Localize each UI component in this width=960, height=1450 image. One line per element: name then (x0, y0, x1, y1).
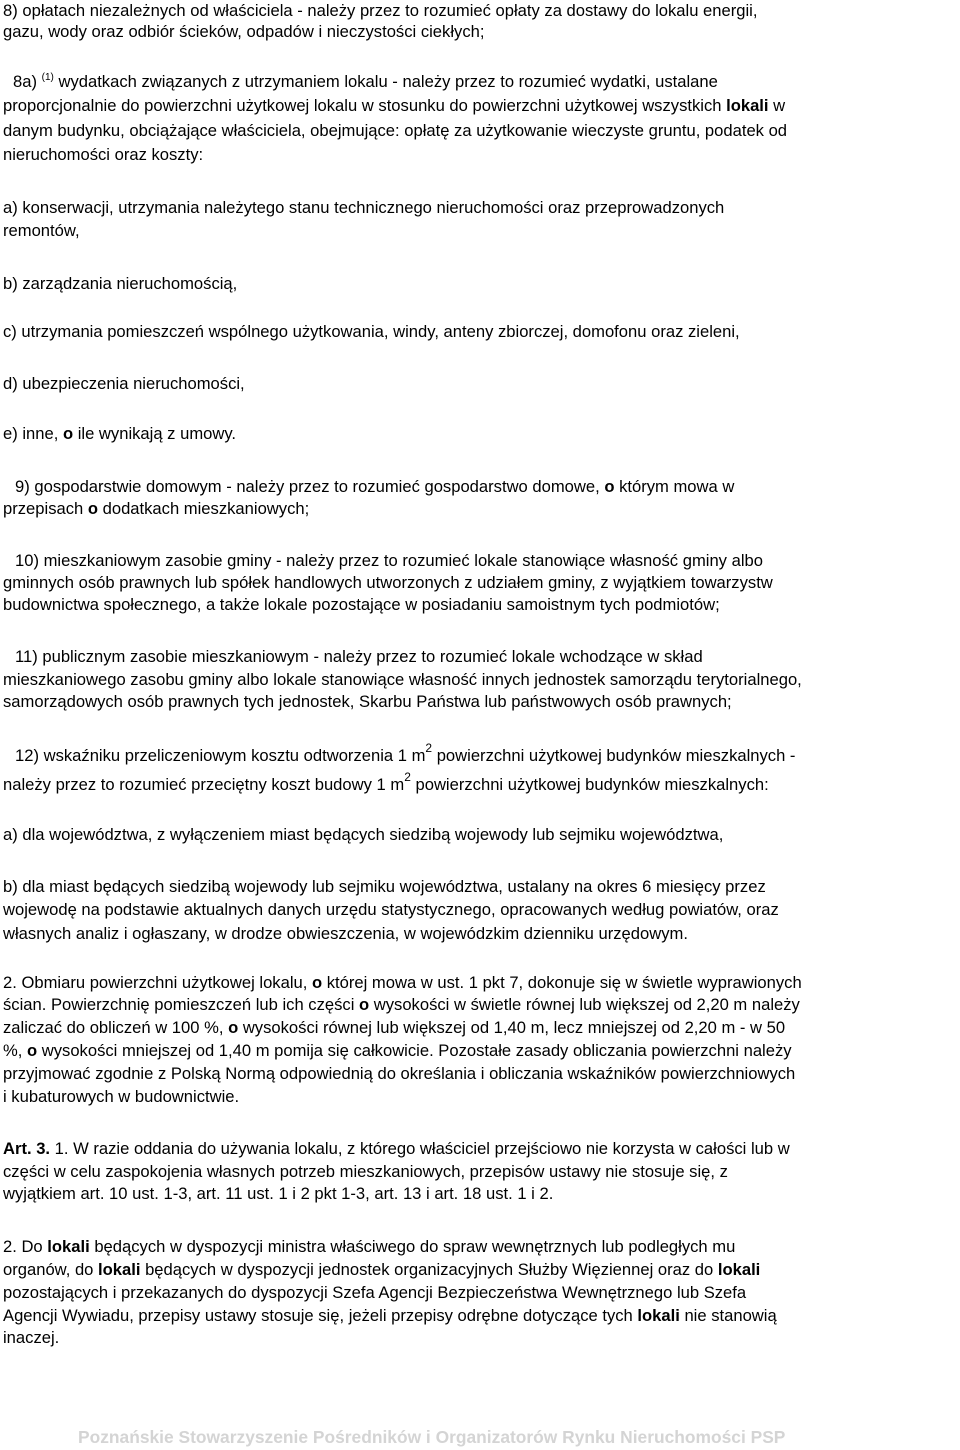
item-c: c) utrzymania pomieszczeń wspólnego użytkowania, windy, anteny zbiorczej, domofonu oraz zieleni, (3, 322, 740, 341)
article-3-line-1: Art. 3. 1. W razie oddania do używania lokalu, z którego właściciel przejściowo nie korzysta w całości lub w (3, 1139, 790, 1158)
para-11-line-2: mieszkaniowego zasobu gminy albo lokale stanowiące własność innych jednostek samorządu terytorialnego, (3, 670, 802, 689)
section-2-line-2: ścian. Powierzchnię pomieszczeń lub ich części o wysokości w świetle równej lub większej od 2,20 m należy (3, 995, 800, 1014)
para-8-line-2: gazu, wody oraz odbiór ścieków, odpadów i nieczystości ciekłych; (3, 22, 485, 41)
para-9-line-2: przepisach o dodatkach mieszkaniowych; (3, 499, 310, 518)
section-2-line-4: %, o wysokości mniejszej od 1,40 m pomija się całkowicie. Pozostałe zasady obliczania powierzchni należy (3, 1041, 792, 1060)
article-3-sec-2-line-2: organów, do lokali będących w dyspozycji jednostek organizacyjnych Służby Więziennej oraz do lokali (3, 1260, 761, 1279)
section-2-line-5: przyjmować zgodnie z Polską Normą odpowiednią do określania i obliczania wskaźników powierzchniowych (3, 1064, 796, 1083)
footnote-marker: (1) (41, 72, 54, 83)
item-a-line-1: a) konserwacji, utrzymania należytego stanu technicznego nieruchomości oraz przeprowadzonych (3, 198, 725, 217)
section-2-line-1: 2. Obmiaru powierzchni użytkowej lokalu, o której mowa w ust. 1 pkt 7, dokonuje się w świetle wyprawionych (3, 973, 802, 992)
superscript-2: 2 (404, 770, 411, 784)
para-10-line-1: 10) mieszkaniowym zasobie gminy - należy przez to rozumieć lokale stanowiące własność gminy albo (15, 551, 763, 570)
para-10-line-2: gminnych osób prawnych lub spółek handlowych utworzonych z udziałem gminy, z wyjątkiem towarzystw (3, 573, 773, 592)
item-a-line-2: remontów, (3, 221, 80, 240)
item-d: d) ubezpieczenia nieruchomości, (3, 374, 245, 393)
footer-watermark: Poznańskie Stowarzyszenie Pośredników i Organizatorów Rynku Nieruchomości PSP (78, 1427, 786, 1447)
para-8a-line-1: 8a) $^{(1)}$ wydatkach związanych z utrzymaniem lokalu - należy przez to rozumieć wydatki, ustalane (13, 72, 718, 91)
para-11-line-1: 11) publicznym zasobie mieszkaniowym - należy przez to rozumieć lokale wchodzące w skład (15, 647, 703, 666)
item-b: b) zarządzania nieruchomością, (3, 274, 238, 293)
para-12-item-b-line-2: wojewodę na podstawie aktualnych danych urzędu statystycznego, opracowanych według powiatów, oraz (3, 900, 779, 919)
para-12-line-2: należy przez to rozumieć przeciętny koszt budowy 1 $m^2$ powierzchni użytkowej budynków mieszkalnych: (3, 770, 769, 794)
para-8a-line-2: proporcjonalnie do powierzchni użytkowej lokalu w stosunku do powierzchni użytkowej wszystkich lokali w (3, 96, 786, 115)
para-9-line-1: 9) gospodarstwie domowym - należy przez to rozumieć gospodarstwo domowe, o którym mowa w (15, 477, 735, 496)
article-3-sec-2-line-4: Agencji Wywiadu, przepisy ustawy stosuje się, jeżeli przepisy odrębne dotyczące tych lokali nie stanowią (3, 1306, 777, 1325)
para-8-line-1: 8) opłatach niezależnych od właściciela - należy przez to rozumieć opłaty za dostawy do lokalu energii, (3, 1, 758, 20)
para-11-line-3: samorządowych osób prawnych tych jednostek, Skarbu Państwa lub państwowych osób prawnych; (3, 692, 732, 711)
para-8a-line-4: nieruchomości oraz koszty: (3, 145, 204, 164)
item-e: e) inne, o ile wynikają z umowy. (3, 424, 237, 443)
article-3-line-2: części w celu zaspokojenia własnych potrzeb mieszkaniowych, przepisów ustawy nie stosuje się, z (3, 1162, 728, 1181)
para-8a-line-3: danym budynku, obciążające właściciela, obejmujące: opłatę za użytkowanie wieczyste gruntu, podatek od (3, 121, 788, 140)
article-3-sec-2-line-5: inaczej. (3, 1328, 60, 1347)
section-2-line-6: i kubaturowych w budownictwie. (3, 1087, 240, 1106)
para-12-line-1: 12) wskaźniku przeliczeniowym kosztu odtworzenia 1 $m^2$ powierzchni użytkowej budynków mieszkalnych - (15, 741, 796, 765)
section-2-line-3: zaliczać do obliczeń w 100 %, o wysokości równej lub większej od 1,40 m, lecz mniejszej od 2,20 m - w 50 (3, 1018, 786, 1037)
article-heading: Art. 3. (3, 1139, 51, 1158)
para-10-line-3: budownictwa społecznego, a także lokale pozostające w posiadaniu samoistnym tych podmiotów; (3, 595, 720, 614)
para-12-item-b-line-1: b) dla miast będących siedzibą wojewody lub sejmiku województwa, ustalany na okres 6 miesięcy przez (3, 877, 766, 896)
para-12-item-a: a) dla województwa, z wyłączeniem miast będących siedzibą wojewody lub sejmiku województwa, (3, 825, 724, 844)
superscript-2: 2 (425, 741, 433, 755)
article-3-sec-2-line-3: pozostających i przekazanych do dyspozycji Szefa Agencji Bezpieczeństwa Wewnętrznego lub Szefa (3, 1283, 747, 1302)
para-12-item-b-line-3: własnych analiz i ogłaszany, w drodze obwieszczenia, w wojewódzkim dzienniku urzędowym. (3, 924, 688, 943)
article-3-sec-2-line-1: 2. Do lokali będących w dyspozycji ministra właściwego do spraw wewnętrznych lub podległych mu (3, 1237, 736, 1256)
para-8a-number: 8a) (13, 72, 37, 91)
article-3-line-3: wyjątkiem art. 10 ust. 1-3, art. 11 ust. 1 i 2 pkt 1-3, art. 13 i art. 18 ust. 1 i 2. (3, 1184, 554, 1203)
